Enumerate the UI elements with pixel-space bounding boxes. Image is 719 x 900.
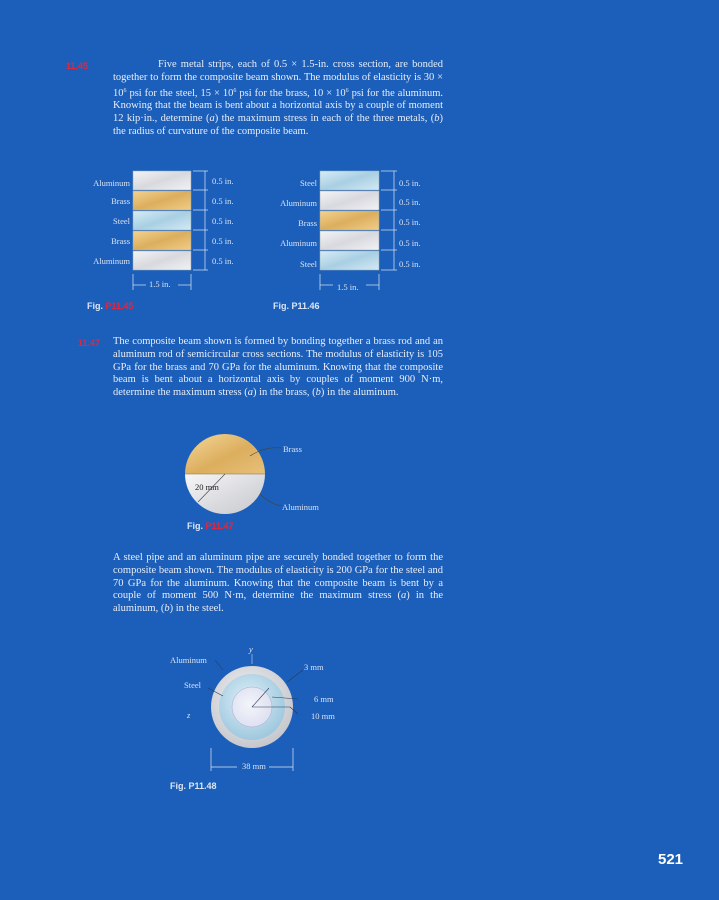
z-axis-label: z bbox=[187, 710, 191, 720]
problem-text: A steel pipe and an aluminum pipe are securely bonded together to form the composite beam shown. The modulus of elasticity is 200 GPa for the steel and 70 GPa for the aluminum. Knowing that the composite beam is bent by a couple of moment 500 N·m, determine the maximum stress (a) in the aluminum, (b) in the steel. bbox=[113, 552, 444, 615]
aluminum-semicircle bbox=[185, 474, 265, 514]
problem-11-45 bbox=[66, 59, 444, 139]
figure-p11-47 bbox=[170, 432, 370, 522]
aluminum-label: Aluminum bbox=[282, 502, 319, 512]
strip-aluminum bbox=[320, 191, 379, 210]
strip-aluminum bbox=[133, 171, 191, 190]
figure-caption: Fig. P11.48 bbox=[170, 781, 217, 791]
fig45-svg bbox=[0, 168, 260, 298]
layer-label: Aluminum bbox=[280, 198, 317, 208]
width-label: 1.5 in. bbox=[149, 279, 171, 289]
layer-label: Brass bbox=[298, 218, 317, 228]
thickness-label: 0.5 in. bbox=[212, 236, 234, 246]
figure-caption: Fig. P11.45 bbox=[87, 301, 134, 311]
thickness-label: 0.5 in. bbox=[399, 178, 421, 188]
layer-label: Aluminum bbox=[280, 238, 317, 248]
problem-number: 11.45 bbox=[66, 61, 89, 71]
thickness-label: 0.5 in. bbox=[399, 238, 421, 248]
dim-10mm: 10 mm bbox=[311, 711, 335, 721]
dim-6mm: 6 mm bbox=[314, 694, 334, 704]
strip-steel bbox=[320, 251, 379, 270]
thickness-label: 0.5 in. bbox=[399, 217, 421, 227]
strip-steel bbox=[133, 211, 191, 230]
figure-caption: Fig. P11.46 bbox=[273, 301, 320, 311]
thickness-label: 0.5 in. bbox=[399, 259, 421, 269]
strip-aluminum bbox=[320, 231, 379, 250]
layer-label: Brass bbox=[111, 196, 130, 206]
layer-label: Aluminum bbox=[93, 178, 130, 188]
dim-38mm: 38 mm bbox=[242, 761, 266, 771]
figure-caption: Fig. P11.47 bbox=[187, 521, 234, 531]
problem-11-48 bbox=[113, 552, 443, 616]
thickness-label: 0.5 in. bbox=[212, 196, 234, 206]
dim-3mm: 3 mm bbox=[304, 662, 324, 672]
width-label: 1.5 in. bbox=[337, 282, 359, 292]
steel-label: Steel bbox=[184, 680, 201, 690]
layer-label: Aluminum bbox=[93, 256, 130, 266]
problem-11-47 bbox=[78, 336, 443, 400]
fig46-svg bbox=[260, 168, 460, 298]
thickness-label: 0.5 in. bbox=[212, 216, 234, 226]
strip-brass bbox=[133, 191, 191, 210]
problem-text: Five metal strips, each of 0.5 × 1.5-in. cross section, are bonded together to form the composite beam shown. The modulus of elasticity is $30 \times 10^6$ psi for the steel, $15 \times 10^6$ psi for the brass, $10 \times 10^6$ psi for the aluminum. Knowing that the beam is bent about a horizontal axis by a couple of moment 12 kip·in., determine (a) the maximum stress in each of the three metals, (b) the radius of curvature of the composite beam. bbox=[113, 59, 444, 137]
layer-label: Steel bbox=[300, 178, 317, 188]
aluminum-label: Aluminum bbox=[170, 655, 207, 665]
layer-label: Steel bbox=[113, 216, 130, 226]
thickness-label: 0.5 in. bbox=[212, 176, 234, 186]
strip-steel bbox=[320, 171, 379, 190]
strip-brass bbox=[320, 211, 379, 230]
figure-p11-45 bbox=[0, 168, 260, 298]
strip-aluminum bbox=[133, 251, 191, 270]
fig47-svg bbox=[170, 432, 370, 522]
thickness-label: 0.5 in. bbox=[212, 256, 234, 266]
radius-label: 20 mm bbox=[195, 482, 219, 492]
thickness-label: 0.5 in. bbox=[399, 197, 421, 207]
problem-text: The composite beam shown is formed by bonding together a brass rod and an aluminum rod of semicircular cross sections. The modulus of elasticity is 105 GPa for the brass and 70 GPa for the aluminum. Knowing that the composite beam is bent about a horizontal axis by couples of moment 900 N·m, determine the maximum stress (a) in the brass, (b) in the aluminum. bbox=[113, 336, 443, 399]
problem-number: 11.47 bbox=[78, 338, 101, 348]
layer-label: Steel bbox=[300, 259, 317, 269]
brass-label: Brass bbox=[283, 444, 302, 454]
y-axis-label: y bbox=[249, 644, 253, 654]
figure-p11-48 bbox=[165, 644, 355, 779]
strip-brass bbox=[133, 231, 191, 250]
figure-p11-46 bbox=[260, 168, 460, 298]
page-number: 521 bbox=[658, 851, 684, 868]
layer-label: Brass bbox=[111, 236, 130, 246]
